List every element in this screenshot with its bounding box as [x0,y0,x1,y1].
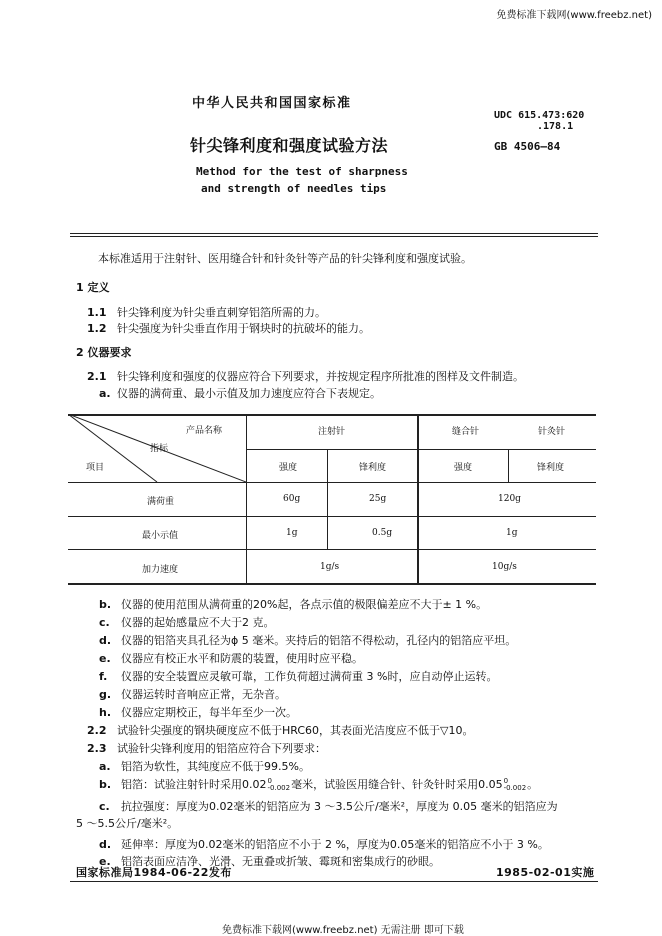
table-row-min-reading-suture-acupuncture: 1g [506,528,518,538]
clause-2-3-number: 2.3 [87,742,107,755]
item-g: 仪器运转时音响应正常，无杂音。 [121,688,286,701]
table-header-product: 产品名称 [186,426,223,436]
foil-item-e-letter: e. [99,855,111,868]
item-d-letter: d. [99,634,112,647]
foil-item-a-letter: a. [99,760,111,773]
table-sub-strength-1: 强度 [279,463,298,473]
foil-item-d-letter: d. [99,838,112,851]
table-col-rule-1 [246,414,247,583]
item-g-letter: g. [99,688,112,701]
clause-2-2-number: 2.2 [87,724,107,737]
section-2-title: 2 仪器要求 [76,346,132,359]
table-row-load-rate-injection: 1g/s [320,562,340,572]
item-b: 仪器的使用范围从满荷重的20%起，各点示值的极限偏差应不大于± 1 %。 [121,598,488,611]
clause-1-2: 针尖强度为针尖垂直作用于钢块时的抗破坏的能力。 [117,322,370,335]
item-a: 仪器的满荷重、最小示值及加力速度应符合下表规定。 [117,387,381,400]
table-sub-strength-2: 强度 [454,463,473,473]
clause-1-2-number: 1.2 [87,322,107,335]
item-f: 仪器的安全装置应灵敏可靠，工作负荷超过满荷重 3 %时，应自动停止运转。 [121,670,498,683]
table-rule-row2 [68,549,596,550]
clause-1-1-number: 1.1 [87,306,107,319]
table-row-full-load-injection-sharpness: 25g [369,494,387,504]
clause-2-1: 针尖锋利度和强度的仪器应符合下列要求，并按规定程序所批准的图样及文件制造。 [117,370,524,383]
intro-paragraph: 本标准适用于注射针、医用缝合针和针灸针等产品的针尖锋利度和强度试验。 [98,252,472,265]
table-rule-header [68,482,596,483]
foil-item-b [121,778,538,792]
table-row-full-load-label: 满荷重 [147,497,175,507]
item-c-letter: c. [99,616,110,629]
table-row-full-load-injection-strength: 60g [283,494,301,504]
table-row-full-load-suture-acupuncture: 120g [498,494,521,504]
watermark-top: 免费标准下载网(www.freebz.net) [496,10,652,21]
item-h-letter: h. [99,706,112,719]
foil-item-b-part1: 铝箔：试验注射针时采用0.02 [121,778,267,791]
clause-2-2: 试验针尖强度的钢块硬度应不低于HRC60，其表面光洁度应不低于▽10。 [117,724,474,737]
issue-date: 国家标准局1984-06-22发布 [76,866,232,879]
table-header-indicator: 指标 [150,444,169,454]
clause-2-1-number: 2.1 [87,370,107,383]
header-rule-top [70,233,598,234]
foil-item-b-letter: b. [99,778,112,791]
header-rule-bottom [70,236,598,237]
foil-item-a: 铝箔为软性，其纯度应不低于99.5%。 [121,760,310,773]
table-col-rule-4 [508,449,509,482]
table-header-item: 项目 [86,463,105,473]
table-rule-row1 [68,516,596,517]
table-col-rule-3 [417,414,419,583]
clause-1-1: 针尖锋利度为针尖垂直刺穿铝箔所需的力。 [117,306,326,319]
watermark-bottom: 免费标准下载网(www.freebz.net) 无需注册 即可下载 [222,925,464,936]
foil-tolerance-2: 0 -0.002 [503,777,527,792]
table-col-suture-needle: 缝合针 [452,427,480,437]
table-rule-bottom [68,583,596,585]
udc-code-continued: .178.1 [537,121,574,132]
table-row-min-reading-injection-strength: 1g [286,528,298,538]
country-standard-heading: 中华人民共和国国家标准 [192,96,352,111]
foil-tolerance-1: 0 -0.002 [267,777,291,792]
table-sub-sharpness-1: 锋利度 [359,463,387,473]
gb-number: GB 4506—84 [494,140,561,153]
table-row-min-reading-injection-sharpness: 0.5g [372,528,393,538]
footer-rule [70,881,598,882]
table-col-injection-needle: 注射针 [318,427,346,437]
table-rule-subheader [246,449,596,450]
table-row-load-rate-suture-acupuncture: 10g/s [492,562,517,572]
item-b-letter: b. [99,598,112,611]
item-h: 仪器应定期校正，每半年至少一次。 [121,706,297,719]
foil-item-b-part3: 。 [527,778,539,791]
implementation-date: 1985-02-01实施 [496,866,595,879]
item-e: 仪器应有校正水平和防震的装置，使用时应平稳。 [121,652,363,665]
udc-code: UDC 615.473:620 [494,110,585,121]
clause-2-3: 试验针尖锋利度用的铝箔应符合下列要求： [117,742,326,755]
table-row-min-reading-label: 最小示值 [142,531,179,541]
table-row-load-rate-label: 加力速度 [142,565,179,575]
table-col-acupuncture-needle: 针灸针 [538,427,566,437]
foil-item-c-line2: 5 ～5.5公斤/毫米²。 [76,817,179,830]
table-col-rule-2 [327,449,328,549]
item-d: 仪器的铝箔夹具孔径为ϕ 5 毫米。夹持后的铝箔不得松动，孔径内的铝箔应平坦。 [121,634,517,647]
document-title-en-line1: Method for the test of sharpness [196,165,408,178]
document-title-en-line2: and strength of needles tips [201,182,387,195]
foil-item-e: 铝箔表面应洁净、光滑、无重叠或折皱、霉斑和密集成行的砂眼。 [121,855,440,868]
item-e-letter: e. [99,652,111,665]
foil-item-d: 延伸率：厚度为0.02毫米的铝箔应不小于 2 %，厚度为0.05毫米的铝箔应不小于 3 %。 [121,838,549,851]
foil-item-c-line1: 抗拉强度：厚度为0.02毫米的铝箔应为 3 ～3.5公斤/毫米²，厚度为 0.05 毫米的铝箔应为 [121,800,558,813]
item-c: 仪器的起始感量应不大于2 克。 [121,616,275,629]
section-1-title: 1 定义 [76,281,110,294]
item-a-letter: a. [99,387,111,400]
foil-item-b-part2: 毫米，试验医用缝合针、针灸针时采用0.05 [291,778,503,791]
foil-item-c-letter: c. [99,800,110,813]
item-f-letter: f. [99,670,108,683]
table-sub-sharpness-2: 锋利度 [537,463,565,473]
document-title-cn: 针尖锋利度和强度试验方法 [190,136,389,155]
